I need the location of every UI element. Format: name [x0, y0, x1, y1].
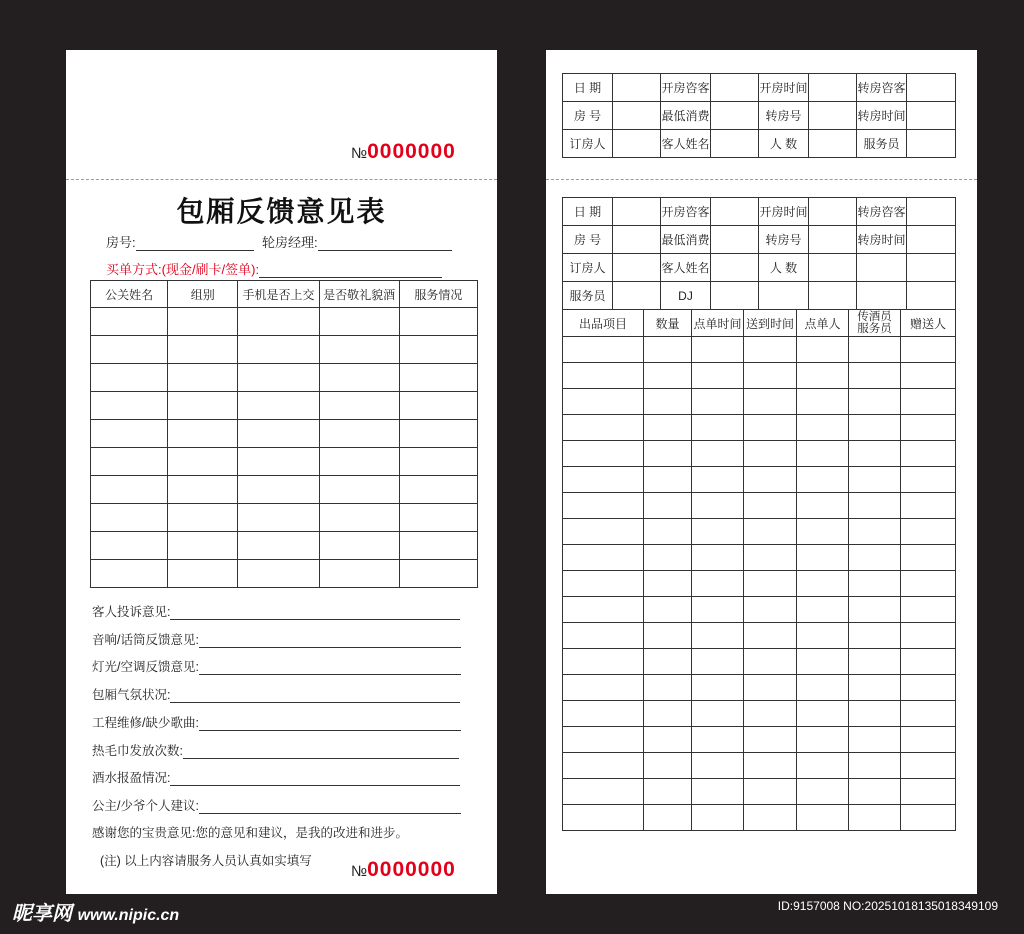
- table-row[interactable]: [563, 467, 956, 493]
- info-value-cell[interactable]: [613, 282, 661, 310]
- note-text: (注) 以上内容请服务人员认真如实填写: [100, 854, 312, 868]
- table-row[interactable]: [563, 363, 956, 389]
- feedback-complaint-field[interactable]: 客人投诉意见:: [92, 602, 460, 620]
- room-info-table: [562, 197, 956, 310]
- info-value-cell[interactable]: [809, 102, 857, 130]
- payment-method-field[interactable]: 买单方式:(现金/刷卡/签单):: [106, 259, 442, 278]
- table-row[interactable]: [563, 493, 956, 519]
- info-label: 开房咨客: [661, 198, 711, 226]
- feedback-drinks-field[interactable]: 酒水报盈情况:: [92, 768, 460, 786]
- table-row[interactable]: [563, 571, 956, 597]
- info-label: 订房人: [563, 254, 613, 282]
- table-row[interactable]: [91, 532, 478, 560]
- info-value-cell[interactable]: [809, 198, 857, 226]
- info-value-cell[interactable]: [907, 74, 956, 102]
- thanks-text: 感谢您的宝贵意见:您的意见和建议，是我的改进和进步。: [92, 826, 408, 840]
- room-order-form-page: [546, 50, 977, 894]
- info-label: 转房咨客: [857, 198, 907, 226]
- table-row[interactable]: [563, 597, 956, 623]
- info-value-cell[interactable]: [711, 226, 759, 254]
- room-info-table-top: [562, 73, 956, 158]
- info-value-cell[interactable]: [907, 130, 956, 158]
- feedback-form-page: [66, 50, 497, 894]
- feedback-atmosphere-field[interactable]: 包厢气氛状况:: [92, 685, 460, 703]
- info-row: [563, 130, 956, 158]
- table-row[interactable]: [91, 560, 478, 588]
- info-row: [563, 102, 956, 130]
- info-label: 房 号: [563, 226, 613, 254]
- info-row: [563, 254, 956, 282]
- info-label: 日 期: [563, 74, 613, 102]
- info-row: [563, 226, 956, 254]
- info-label: 最低消费: [661, 226, 711, 254]
- info-value-cell[interactable]: [711, 198, 759, 226]
- info-row: [563, 74, 956, 102]
- info-value-cell[interactable]: [759, 282, 809, 310]
- info-label: 订房人: [563, 130, 613, 158]
- feedback-maintenance-field[interactable]: 工程维修/缺少歌曲:: [92, 713, 461, 731]
- info-value-cell[interactable]: [857, 254, 907, 282]
- info-label: 人 数: [759, 130, 809, 158]
- info-value-cell[interactable]: [711, 102, 759, 130]
- image-id-text: ID:9157008 NO:20251018135018349109: [777, 899, 998, 913]
- info-value-cell[interactable]: [809, 74, 857, 102]
- info-value-cell[interactable]: [809, 282, 857, 310]
- feedback-towel-field[interactable]: 热毛巾发放次数:: [92, 741, 459, 759]
- info-value-cell[interactable]: [809, 226, 857, 254]
- table-row[interactable]: [563, 779, 956, 805]
- info-row: [563, 198, 956, 226]
- table-row[interactable]: [563, 753, 956, 779]
- perforation-line: [546, 179, 977, 180]
- info-value-cell[interactable]: [907, 226, 956, 254]
- site-watermark: 昵享网 www.nipic.cn: [12, 903, 180, 925]
- info-label: 开房时间: [759, 198, 809, 226]
- info-value-cell[interactable]: [711, 130, 759, 158]
- info-value-cell[interactable]: [809, 130, 857, 158]
- info-value-cell[interactable]: [857, 282, 907, 310]
- info-value-cell[interactable]: [711, 254, 759, 282]
- info-value-cell[interactable]: [907, 102, 956, 130]
- info-value-cell[interactable]: [907, 198, 956, 226]
- table-row[interactable]: [563, 623, 956, 649]
- table-row[interactable]: [563, 519, 956, 545]
- info-label: 最低消费: [661, 102, 711, 130]
- table-row[interactable]: [91, 308, 478, 336]
- table-row[interactable]: [563, 545, 956, 571]
- info-label: 开房时间: [759, 74, 809, 102]
- staff-table-header: 公关姓名 组别 手机是否上交 是否敬礼貌酒 服务情况: [91, 281, 478, 308]
- table-row[interactable]: [563, 441, 956, 467]
- feedback-audio-field[interactable]: 音响/话筒反馈意见:: [92, 630, 461, 648]
- info-value-cell[interactable]: [613, 198, 661, 226]
- table-row[interactable]: [91, 392, 478, 420]
- table-row[interactable]: [563, 727, 956, 753]
- info-value-cell[interactable]: [613, 254, 661, 282]
- info-value-cell[interactable]: [809, 254, 857, 282]
- info-value-cell[interactable]: [613, 74, 661, 102]
- info-label: 客人姓名: [661, 254, 711, 282]
- info-value-cell[interactable]: [613, 226, 661, 254]
- table-row[interactable]: [563, 649, 956, 675]
- info-value-cell[interactable]: [907, 254, 956, 282]
- table-row[interactable]: [91, 420, 478, 448]
- table-row[interactable]: [91, 448, 478, 476]
- staff-table: [90, 280, 478, 588]
- table-row[interactable]: [563, 701, 956, 727]
- info-label: 转房号: [759, 102, 809, 130]
- info-label: 日 期: [563, 198, 613, 226]
- info-label: 人 数: [759, 254, 809, 282]
- feedback-staff-suggestion-field[interactable]: 公主/少爷个人建议:: [92, 796, 461, 814]
- table-row[interactable]: [563, 337, 956, 363]
- feedback-lighting-field[interactable]: 灯光/空调反馈意见:: [92, 657, 461, 675]
- serial-number-bottom: №0000000: [351, 858, 456, 881]
- info-value-cell[interactable]: [613, 130, 661, 158]
- info-label: 转房号: [759, 226, 809, 254]
- table-row[interactable]: [563, 805, 956, 831]
- info-value-cell[interactable]: [613, 102, 661, 130]
- info-label: 客人姓名: [661, 130, 711, 158]
- info-value-cell[interactable]: [711, 74, 759, 102]
- info-label: 转房时间: [857, 102, 907, 130]
- info-value-cell[interactable]: [907, 282, 956, 310]
- form-title: 包厢反馈意见表: [176, 195, 387, 228]
- info-label: 服务员: [563, 282, 613, 310]
- info-label: 房 号: [563, 102, 613, 130]
- table-row[interactable]: [91, 504, 478, 532]
- info-row: [563, 282, 956, 310]
- order-items-table: [562, 309, 956, 831]
- info-label: 开房咨客: [661, 74, 711, 102]
- table-row[interactable]: [91, 364, 478, 392]
- table-row[interactable]: [563, 415, 956, 441]
- order-items-header: 出品项目 数量 点单时间 送到时间 点单人 传酒员 服务员 赠送人: [563, 310, 956, 337]
- room-number-field[interactable]: 房号:: [106, 232, 254, 251]
- info-value-cell[interactable]: [711, 282, 759, 310]
- table-row[interactable]: [563, 675, 956, 701]
- table-row[interactable]: [563, 389, 956, 415]
- info-label: DJ: [661, 282, 711, 310]
- info-label: 转房咨客: [857, 74, 907, 102]
- serial-number-top: №0000000: [351, 140, 456, 163]
- perforation-line: [66, 179, 497, 180]
- info-label: 服务员: [857, 130, 907, 158]
- room-manager-field[interactable]: 轮房经理:: [262, 232, 452, 251]
- table-row[interactable]: [91, 476, 478, 504]
- info-label: 转房时间: [857, 226, 907, 254]
- table-row[interactable]: [91, 336, 478, 364]
